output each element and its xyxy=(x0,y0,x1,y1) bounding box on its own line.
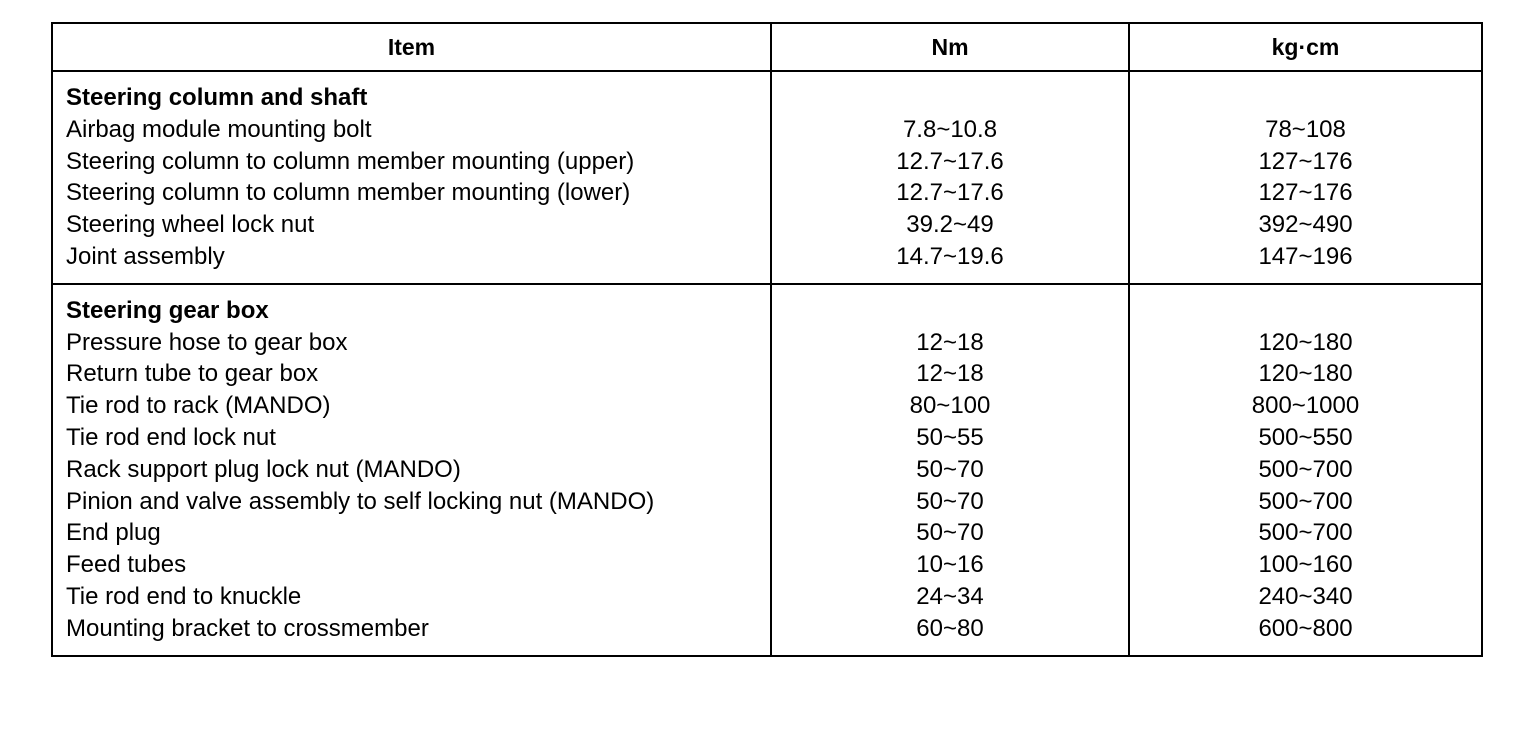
item-label: Return tube to gear box xyxy=(66,360,319,388)
table-section xyxy=(53,285,1481,655)
nm-value: 24~34 xyxy=(916,582,984,610)
item-label: Tie rod to rack (MANDO) xyxy=(66,392,331,420)
nm-value: 39.2~49 xyxy=(906,211,994,239)
table-body xyxy=(53,72,1481,655)
item-label: Joint assembly xyxy=(66,242,225,270)
nm-value: 14.7~19.6 xyxy=(896,242,1004,270)
table-header-row xyxy=(53,24,1481,72)
torque-spec-table xyxy=(51,22,1483,657)
kgcm-value: 800~1000 xyxy=(1251,392,1360,420)
kgcm-value: 127~176 xyxy=(1258,179,1353,207)
kgcm-value: 100~160 xyxy=(1258,551,1353,579)
item-label: Pressure hose to gear box xyxy=(66,328,348,356)
section-title: Steering column and shaft xyxy=(66,84,368,111)
kgcm-value: 500~700 xyxy=(1258,519,1353,547)
kgcm-value: 120~180 xyxy=(1258,360,1353,388)
kgcm-value: 78~108 xyxy=(1265,115,1346,143)
item-label: Steering column to column member mounting (lower) xyxy=(66,179,631,207)
kgcm-column xyxy=(1128,72,1481,283)
kgcm-value: 120~180 xyxy=(1258,328,1353,356)
header-nm: Nm xyxy=(770,24,1128,70)
nm-value: 80~100 xyxy=(909,392,991,420)
kgcm-value: 392~490 xyxy=(1258,211,1353,239)
nm-value: 60~80 xyxy=(916,614,984,642)
nm-value: 50~55 xyxy=(916,423,984,451)
item-label: Tie rod end to knuckle xyxy=(66,582,302,610)
spacer xyxy=(772,82,1128,114)
kgcm-value: 240~340 xyxy=(1258,582,1353,610)
item-column xyxy=(53,72,770,283)
header-item: Item xyxy=(387,34,436,60)
item-label: End plug xyxy=(66,519,161,547)
item-label: Mounting bracket to crossmember xyxy=(66,614,429,642)
kgcm-value: 147~196 xyxy=(1258,242,1353,270)
header-kgcm: kg·cm xyxy=(1128,24,1481,70)
nm-value: 12.7~17.6 xyxy=(896,147,1004,175)
spacer xyxy=(772,295,1128,327)
item-label: Feed tubes xyxy=(66,551,187,579)
nm-value: 12~18 xyxy=(916,360,984,388)
kgcm-value: 500~550 xyxy=(1258,423,1353,451)
nm-value: 12.7~17.6 xyxy=(896,179,1004,207)
section-title: Steering gear box xyxy=(66,296,269,324)
nm-value: 50~70 xyxy=(916,519,984,547)
kgcm-value: 500~700 xyxy=(1258,487,1353,515)
nm-value: 12~18 xyxy=(916,328,984,356)
nm-column xyxy=(770,285,1128,655)
kgcm-value: 500~700 xyxy=(1258,455,1353,483)
item-label: Rack support plug lock nut (MANDO) xyxy=(66,455,461,483)
table-section xyxy=(53,72,1481,285)
nm-value: 7.8~10.8 xyxy=(902,115,998,143)
kgcm-value: 600~800 xyxy=(1258,614,1353,642)
item-label: Airbag module mounting bolt xyxy=(66,115,372,143)
nm-value: 50~70 xyxy=(916,455,984,483)
item-label: Steering column to column member mounting (upper) xyxy=(66,147,635,175)
nm-column xyxy=(770,72,1128,283)
item-label: Pinion and valve assembly to self locking nut (MANDO) xyxy=(66,487,655,515)
kgcm-value: 127~176 xyxy=(1258,147,1353,175)
spacer xyxy=(1130,82,1481,114)
item-label: Steering wheel lock nut xyxy=(66,211,315,239)
kgcm-column xyxy=(1128,285,1481,655)
item-label: Tie rod end lock nut xyxy=(66,423,276,451)
item-column xyxy=(53,285,770,655)
nm-value: 10~16 xyxy=(916,551,984,579)
nm-value: 50~70 xyxy=(916,487,984,515)
spacer xyxy=(1130,295,1481,327)
